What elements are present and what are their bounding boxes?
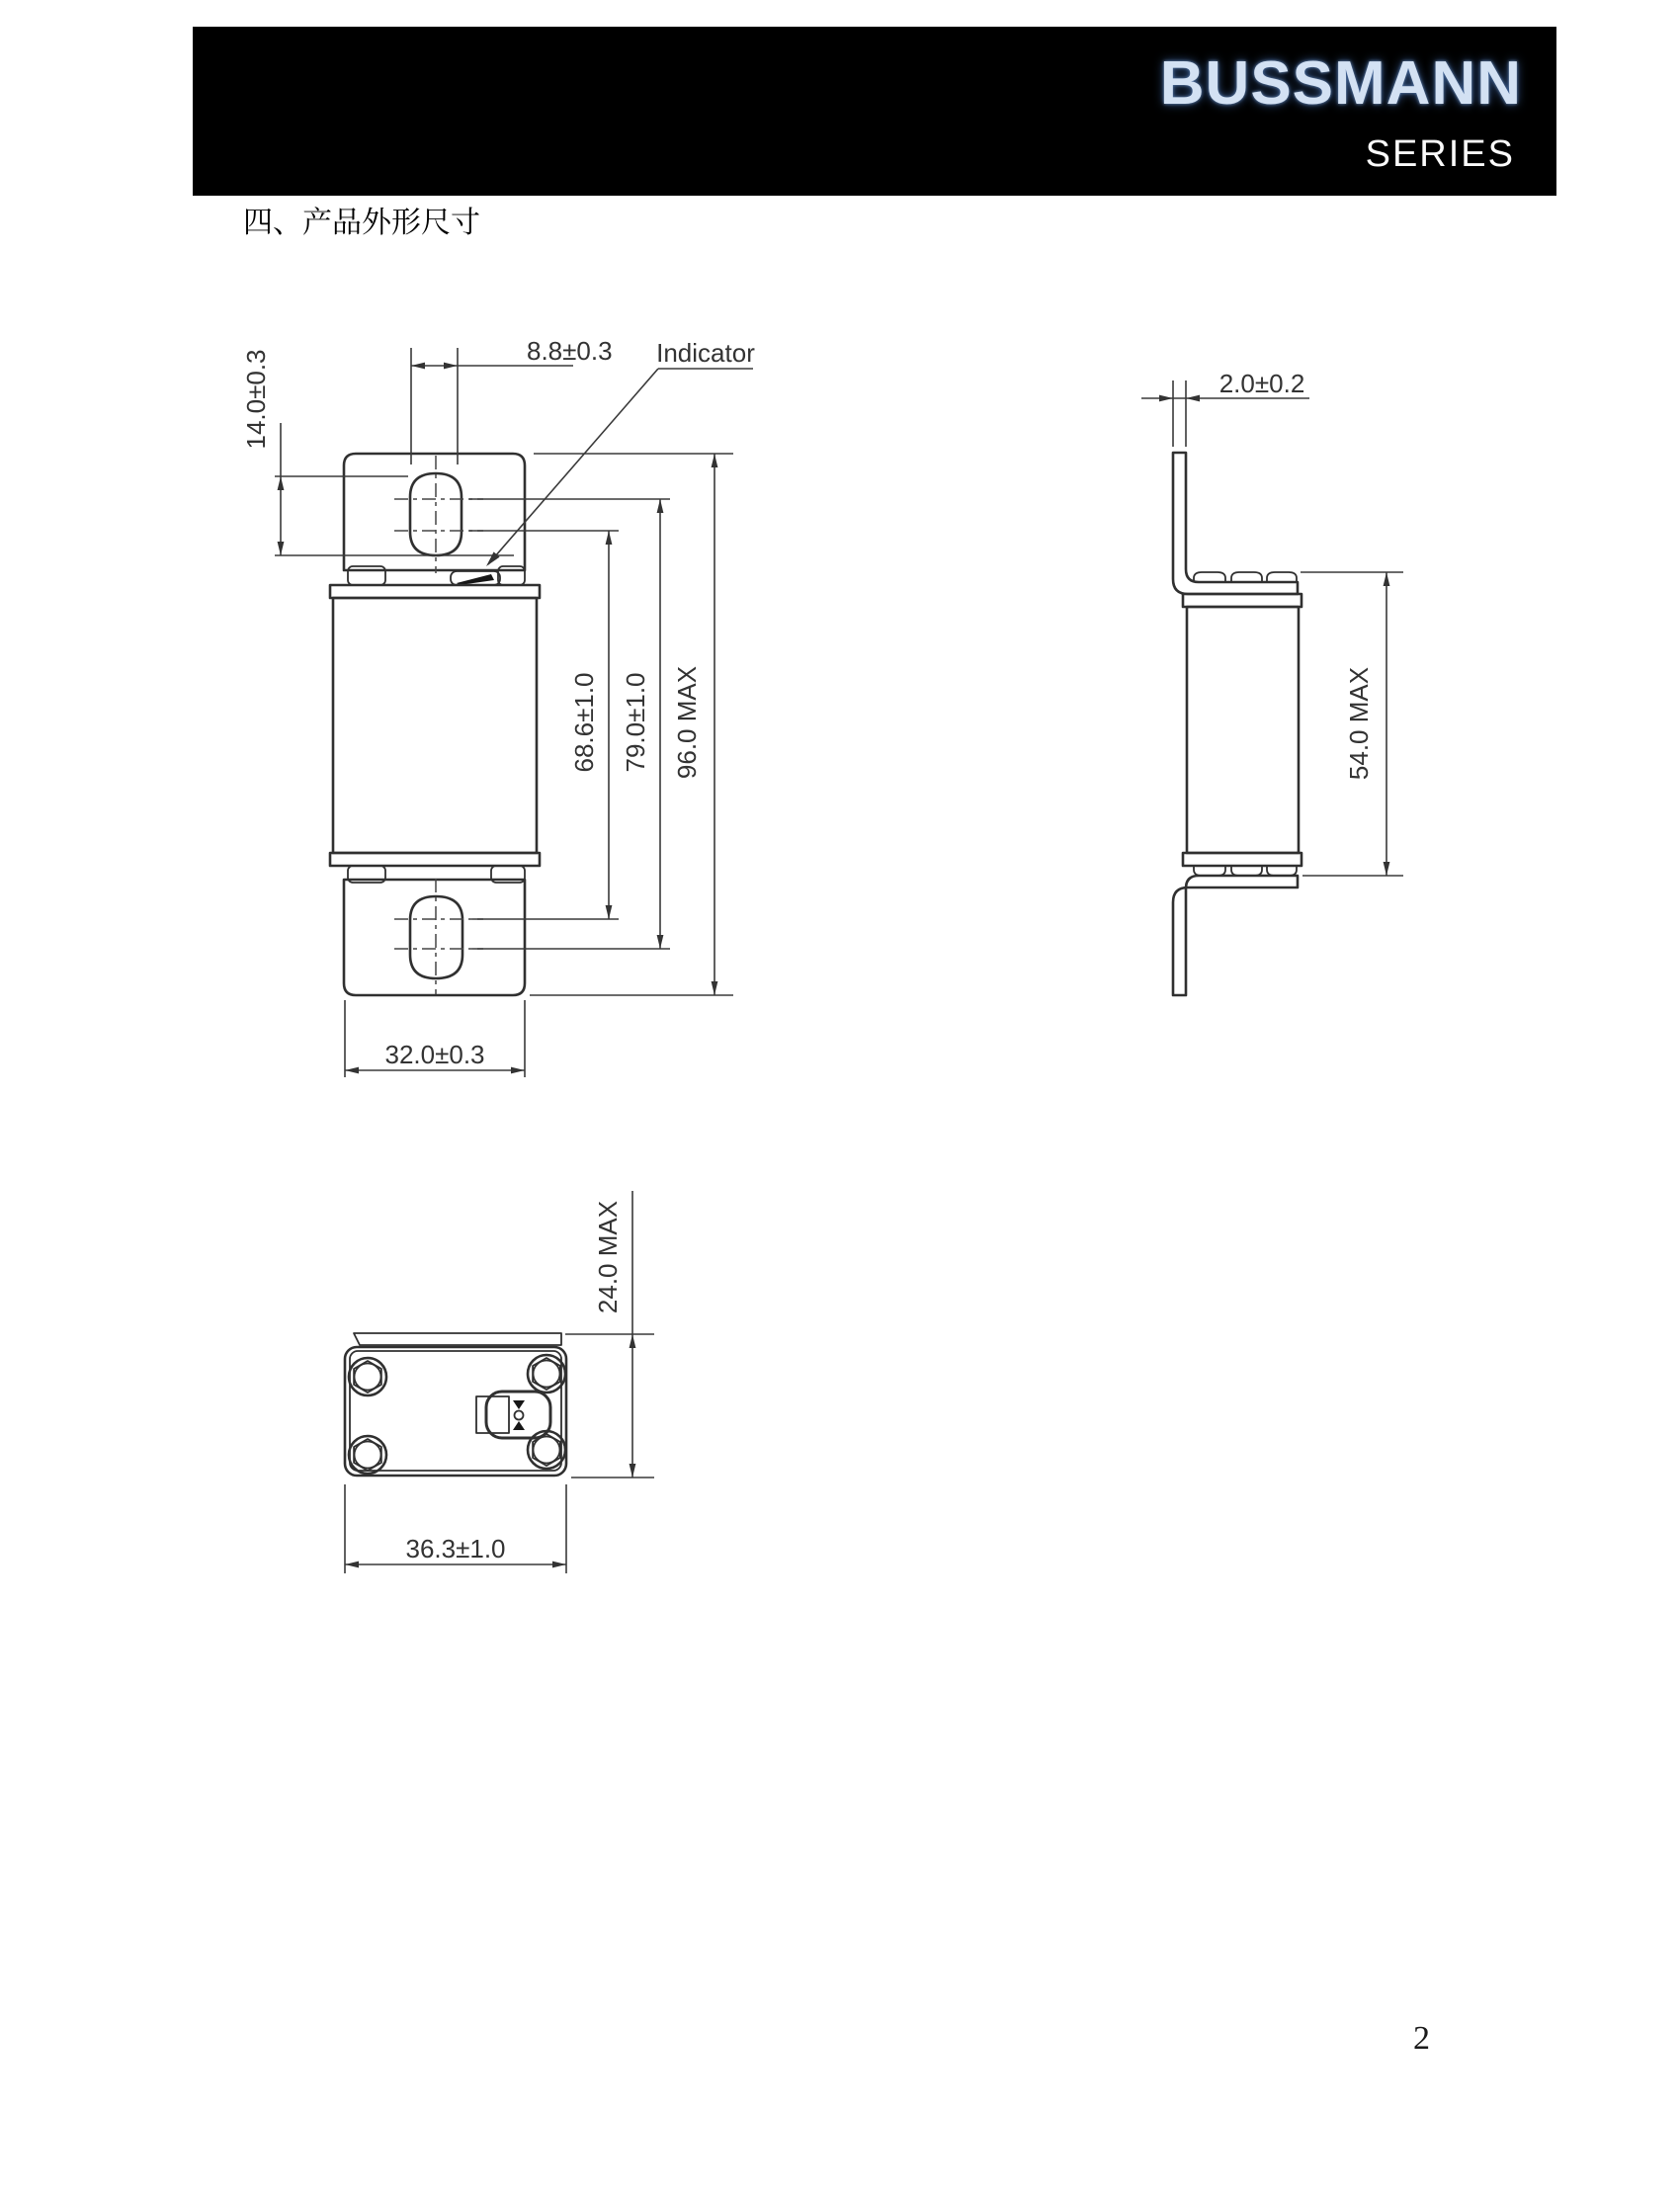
dim-terminal-width: 32.0±0.3	[384, 1040, 485, 1069]
front-cap-bottom	[330, 853, 540, 866]
section-title: 四、产品外形尺寸	[243, 207, 480, 239]
arrowhead	[1384, 572, 1390, 586]
bottom-terminal-edge	[354, 1333, 561, 1345]
hex-screw	[528, 1355, 565, 1393]
dim-body-length: 54.0 MAX	[1344, 666, 1374, 781]
hex-screw	[349, 1358, 386, 1395]
dim-line	[275, 423, 514, 555]
dim-outer-centers: 79.0±1.0	[621, 672, 650, 773]
arrowhead	[411, 363, 425, 370]
side-cap-bumps-bottom	[1194, 866, 1297, 876]
side-bottom-terminal	[1173, 876, 1298, 995]
side-cap-bumps-top	[1194, 572, 1297, 582]
arrowhead	[552, 1562, 566, 1568]
arrowhead	[657, 935, 664, 949]
arrowhead	[712, 981, 718, 995]
arrowhead	[1159, 395, 1173, 402]
front-cap-top	[330, 585, 540, 598]
side-cap-top	[1183, 594, 1302, 607]
arrowhead	[630, 1464, 636, 1478]
dim-overall-length: 96.0 MAX	[672, 665, 702, 780]
brand-series-text: SERIES	[1365, 133, 1515, 175]
dim-terminal-thickness: 2.0±0.2	[1218, 369, 1305, 398]
arrowhead	[606, 905, 613, 919]
front-view	[241, 336, 755, 1077]
bottom-view	[345, 1191, 654, 1573]
front-indicator-mark	[457, 574, 494, 585]
arrowhead	[606, 531, 613, 545]
side-view	[1141, 369, 1403, 995]
dim-overall-depth: 24.0 MAX	[593, 1200, 623, 1314]
arrowhead	[345, 1562, 359, 1568]
hex-screw	[349, 1436, 386, 1474]
arrowhead	[278, 542, 285, 555]
arrowhead	[511, 1067, 525, 1074]
arrowhead	[1384, 862, 1390, 876]
dim-slot-length: 14.0±0.3	[241, 349, 271, 450]
arrowhead	[278, 476, 285, 490]
arrowhead	[444, 363, 458, 370]
brand-logo-text: BUSSMANN	[1159, 49, 1522, 118]
arrowhead	[345, 1067, 359, 1074]
arrowhead	[712, 454, 718, 467]
arrowhead	[630, 1334, 636, 1348]
arrowhead	[657, 499, 664, 513]
indicator-label: Indicator	[656, 338, 755, 368]
dim-inner-centers: 68.6±1.0	[569, 672, 599, 773]
page-number: 2	[1413, 2020, 1430, 2057]
arrowhead	[1186, 395, 1200, 402]
dim-body-width: 36.3±1.0	[405, 1534, 506, 1563]
side-cap-bottom	[1183, 853, 1302, 866]
front-body	[333, 598, 537, 853]
side-body	[1187, 607, 1299, 853]
indicator-connector	[476, 1392, 550, 1438]
dim-slot-width: 8.8±0.3	[527, 336, 613, 366]
